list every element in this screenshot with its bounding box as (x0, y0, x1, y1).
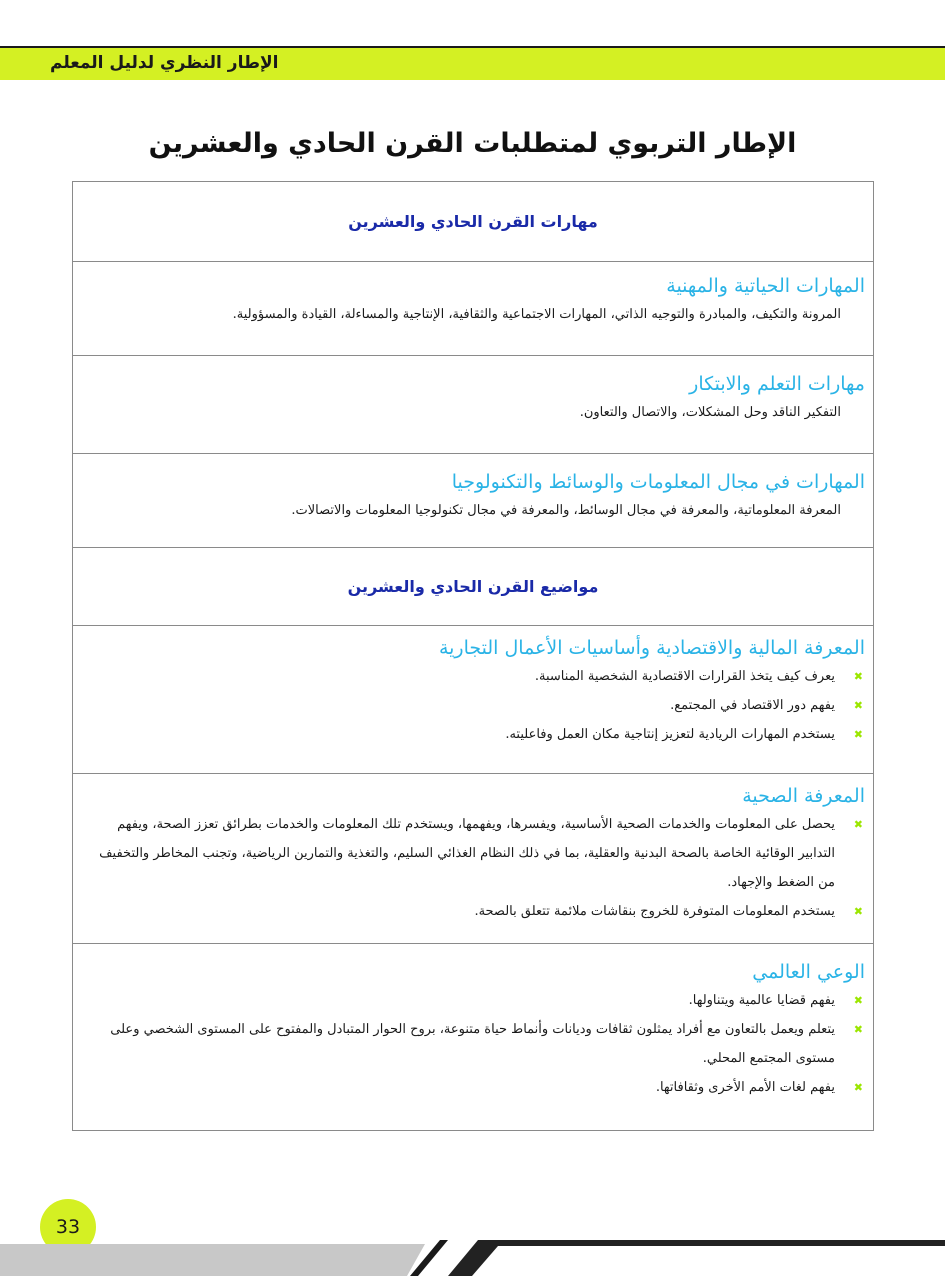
topic-row-finance (73, 626, 873, 774)
bullet-icon: ✖ (853, 699, 863, 712)
page-title: الإطار التربوي لمتطلبات القرن الحادي والعشرين (148, 128, 797, 159)
skill-text: المعرفة المعلوماتية، والمعرفة في مجال الوسائط، والمعرفة في مجال تكنولوجيا المعلومات والاتصالات. (291, 503, 841, 518)
bullet-icon: ✖ (853, 728, 863, 741)
footer-stripes (0, 1236, 945, 1276)
topic-list (81, 810, 865, 926)
skill-row-life (73, 262, 873, 356)
header-band (0, 46, 945, 80)
skill-text: المرونة والتكيف، والمبادرة والتوجيه الذاتي، المهارات الاجتماعية والثقافية، الإنتاجية والمساءلة، القيادة والمسؤولية. (232, 307, 841, 322)
bullet-icon: ✖ (853, 670, 863, 683)
topic-title: المعرفة الصحية (742, 785, 865, 807)
topic-row-global (73, 944, 873, 1130)
list-item: ✖ يحصل على المعلومات والخدمات الصحية الأساسية، ويفسرها، ويفهمها، ويستخدم تلك المعلومات والخدمات بطرائق تعزز الصحة، ويفهم التدابير الوقائية الخاصة بالصحة البدنية والعقلية، بما في ذلك النظام الغذائي السليم، والتغذية والتمارين الرياضية، وتجنب المخاطر والتخفيف من الضغط والإجهاد. (81, 810, 841, 897)
framework-table (72, 181, 874, 1131)
skill-text: التفكير الناقد وحل المشكلات، والاتصال والتعاون. (579, 405, 841, 420)
bullet-icon: ✖ (853, 818, 863, 831)
bullet-icon: ✖ (853, 905, 863, 918)
list-item: ✖ يفهم لغات الأمم الأخرى وثقافاتها. (81, 1073, 841, 1102)
list-item: ✖ يستخدم المهارات الريادية لتعزيز إنتاجية مكان العمل وفاعليته. (81, 720, 841, 749)
list-item: ✖ يستخدم المعلومات المتوفرة للخروج بنقاشات ملائمة تتعلق بالصحة. (81, 897, 841, 926)
bullet-icon: ✖ (853, 1081, 863, 1094)
bullet-icon: ✖ (853, 1023, 863, 1036)
topic-title: المعرفة المالية والاقتصادية وأساسيات الأعمال التجارية (438, 637, 865, 659)
bullet-icon: ✖ (853, 994, 863, 1007)
skill-title: مهارات التعلم والابتكار (689, 373, 865, 395)
list-item: ✖ يفهم دور الاقتصاد في المجتمع. (81, 691, 841, 720)
section-topics-title: مواضيع القرن الحادي والعشرين (347, 577, 599, 596)
skill-title: المهارات الحياتية والمهنية (666, 275, 865, 297)
section-skills-header (73, 182, 873, 262)
header-title: الإطار النظري لدليل المعلم (50, 53, 279, 73)
list-item: ✖ يعرف كيف يتخذ القرارات الاقتصادية الشخصية المناسبة. (81, 662, 841, 691)
topic-list (81, 986, 865, 1102)
skill-row-info (73, 454, 873, 548)
skill-title: المهارات في مجال المعلومات والوسائط والتكنولوجيا (451, 471, 865, 493)
skill-row-learning (73, 356, 873, 454)
topic-row-health (73, 774, 873, 944)
topic-list (81, 662, 865, 749)
topic-title: الوعي العالمي (752, 961, 865, 983)
page-number: 33 (40, 1199, 96, 1255)
section-skills-title: مهارات القرن الحادي والعشرين (348, 212, 598, 231)
section-topics-header (73, 548, 873, 626)
list-item: ✖ يتعلم ويعمل بالتعاون مع أفراد يمثلون ثقافات وديانات وأنماط حياة متنوعة، بروح الحوار المتبادل والمفتوح على المستوى الشخصي وعلى مستوى المجتمع المحلي. (81, 1015, 841, 1073)
list-item: ✖ يفهم قضايا عالمية ويتناولها. (81, 986, 841, 1015)
